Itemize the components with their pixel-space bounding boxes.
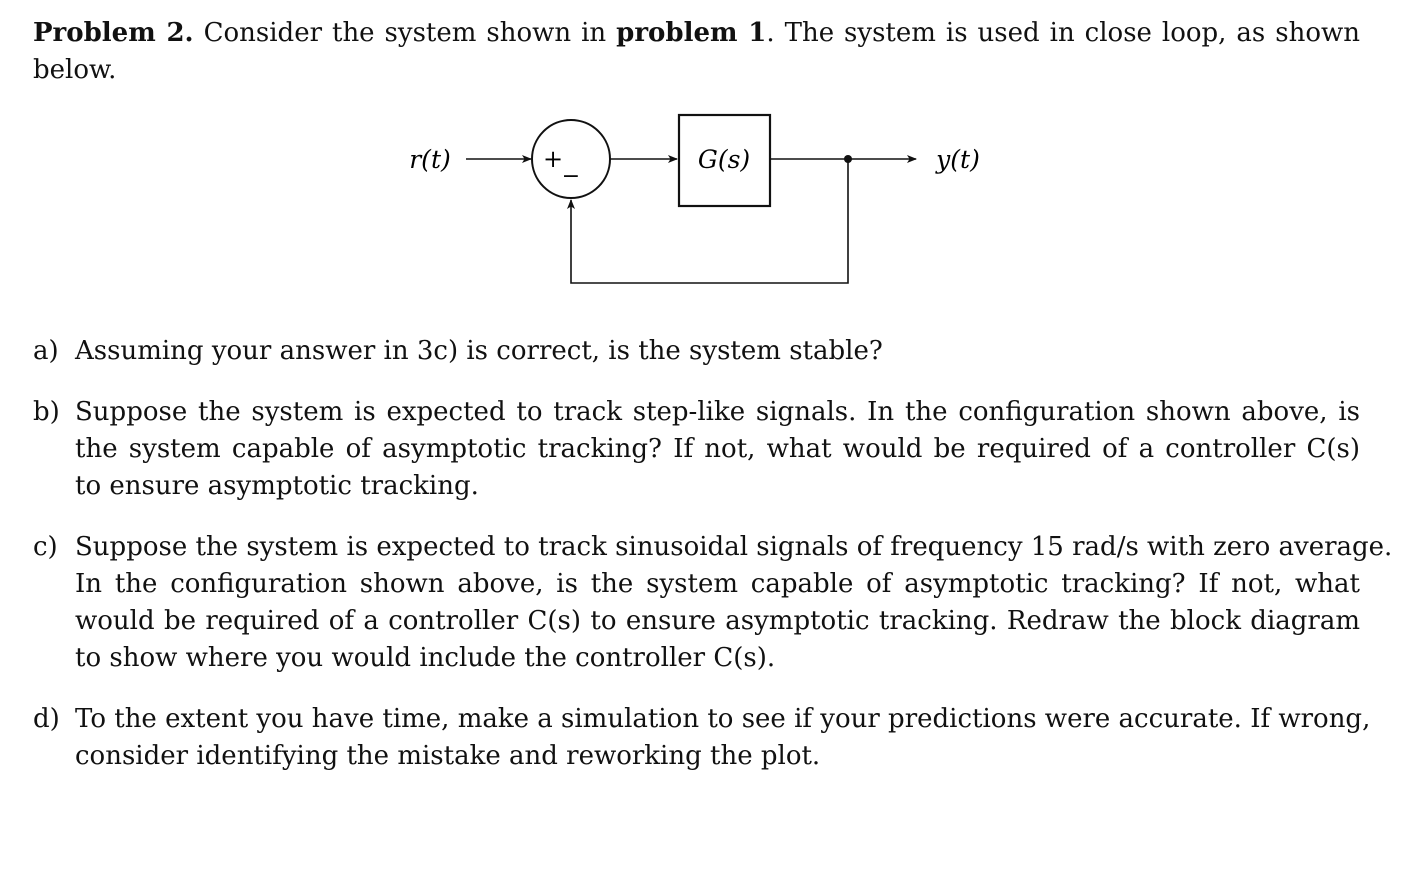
item-c-line-4: to show where you would include the controller C(s). <box>75 643 776 673</box>
item-a-line-1: Assuming your answer in 3c) is correct, is the system stable? <box>75 336 883 366</box>
problem-intro-line-2: below. <box>33 55 117 85</box>
item-c-label: c) <box>33 532 58 562</box>
problem-heading: Problem 2. <box>33 18 194 48</box>
item-c-line-2: In the configuration shown above, is the system capable of asymptotic tracking? If not, what <box>75 569 1360 599</box>
item-d-line-1: To the extent you have time, make a simulation to see if your predictions were accurate. If wrong, <box>75 704 1371 734</box>
sum-minus-sign: − <box>561 164 581 189</box>
block-diagram <box>0 0 1402 310</box>
intro-text-post: . The system is used in close loop, as shown <box>766 18 1360 48</box>
intro-text-pre: Consider the system shown in <box>193 18 617 48</box>
item-c-line-1: Suppose the system is expected to track sinusoidal signals of frequency 15 rad/s with zero average. <box>75 532 1393 562</box>
plant-block-label: G(s) <box>697 145 751 174</box>
item-b-line-1: Suppose the system is expected to track step-like signals. In the configuration shown above, is <box>75 397 1360 427</box>
item-d-line-2: consider identifying the mistake and reworking the plot. <box>75 741 821 771</box>
item-c-line-3: would be required of a controller C(s) to ensure asymptotic tracking. Redraw the block diagram <box>75 606 1360 636</box>
problem-reference: problem 1 <box>616 18 767 48</box>
feedback-path <box>571 159 848 283</box>
item-b-label: b) <box>33 397 60 427</box>
item-d-label: d) <box>33 704 60 734</box>
item-a-label: a) <box>33 336 59 366</box>
output-signal-label: y(t) <box>936 145 980 174</box>
input-signal-label: r(t) <box>409 145 451 174</box>
item-b-line-2: the system capable of asymptotic tracking? If not, what would be required of a controller C(s) <box>75 434 1360 464</box>
sum-plus-sign: + <box>542 145 564 173</box>
item-b-line-3: to ensure asymptotic tracking. <box>75 471 479 501</box>
